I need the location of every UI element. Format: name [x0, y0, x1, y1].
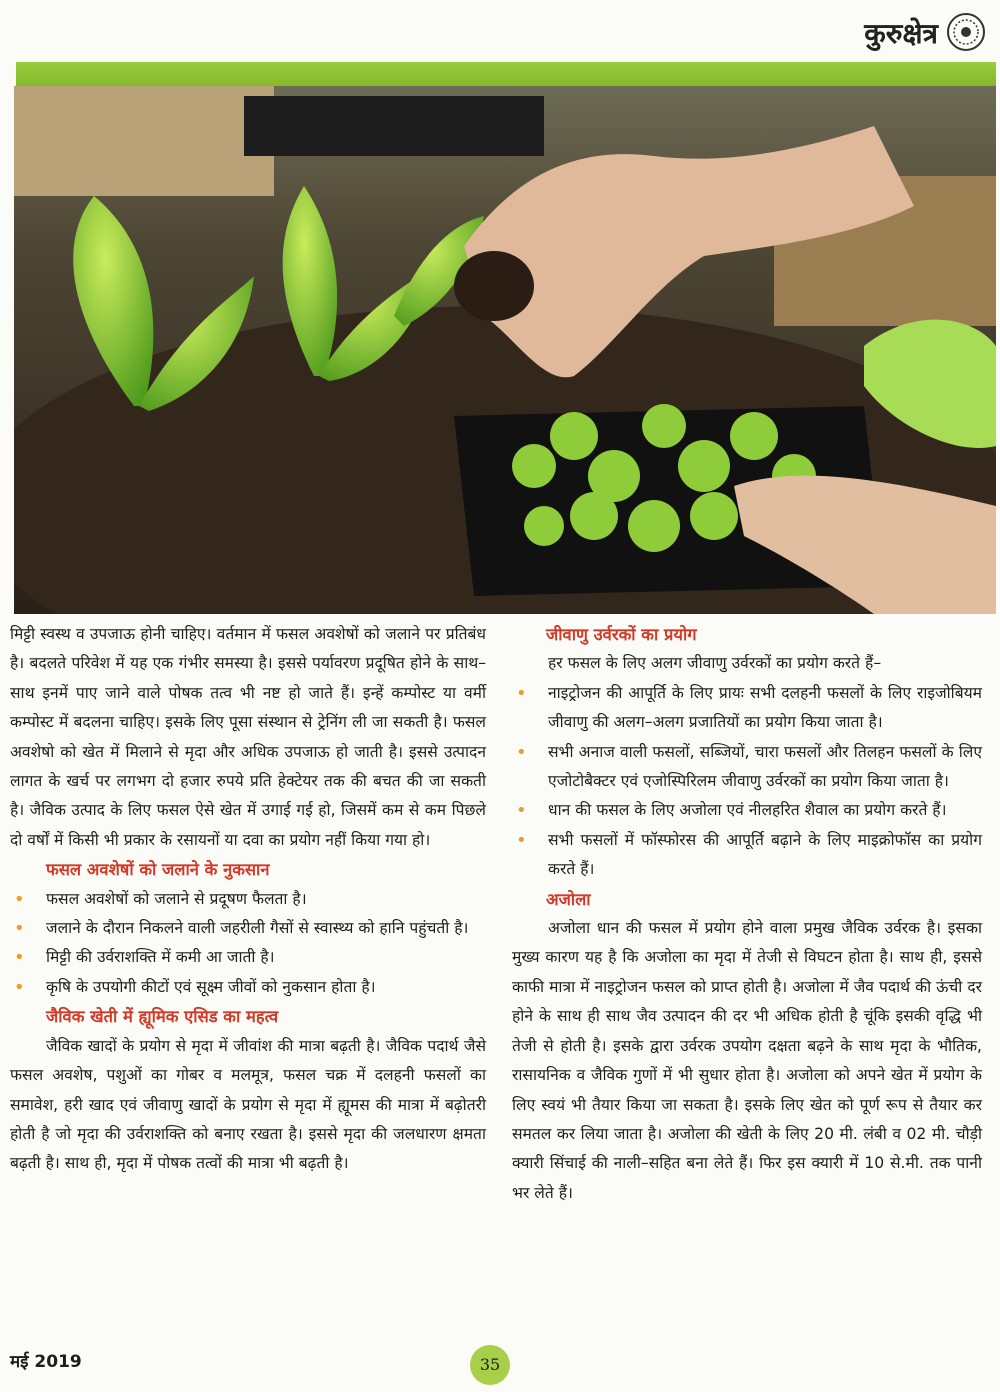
- list-item: • नाइट्रोजन की आपूर्ति के लिए प्रायः सभी दलहनी फसलों के लिए राइजोबियम जीवाणु की अलग–अलग प्रजातियों का प्रयोग किया जाता है।: [512, 679, 982, 738]
- header-accent-bar: [16, 62, 996, 86]
- magazine-masthead: कुरुक्षेत्र: [864, 17, 938, 50]
- bullet-icon: •: [516, 682, 527, 704]
- issue-date: मई 2019: [10, 1352, 82, 1372]
- bullet-icon: •: [14, 888, 25, 910]
- bullet-icon: •: [516, 829, 527, 851]
- list-item: • सभी अनाज वाली फसलों, सब्जियों, चारा फसलों और तिलहन फसलों के लिए एजोटोबैक्टर एवं एजोस्पिरिलम जीवाणु उर्वरकों का प्रयोग किया जाता है।: [512, 738, 982, 797]
- list-item: • मिट्टी की उर्वराशक्ति में कमी आ जाती है।: [10, 943, 486, 972]
- emblem-icon: [946, 12, 986, 52]
- biofertilizer-intro: हर फसल के लिए अलग जीवाणु उर्वरकों का प्रयोग करते हैं–: [548, 654, 882, 673]
- seedling-illustration: [14, 86, 996, 614]
- residue-burning-list: [10, 885, 486, 1003]
- bullet-icon: •: [14, 918, 25, 940]
- page-number: 35: [470, 1345, 510, 1385]
- bullet-icon: •: [14, 976, 25, 998]
- hero-photo: [14, 86, 996, 614]
- biofertilizer-list: [512, 679, 982, 885]
- list-item: • धान की फसल के लिए अजोला एवं नीलहरित शैवाल का प्रयोग करते हैं।: [512, 796, 982, 825]
- right-column: [512, 620, 982, 1208]
- list-item: • जलाने के दौरान निकलने वाली जहरीली गैसों से स्वास्थ्य को हानि पहुंचती है।: [10, 914, 486, 943]
- list-item: • फसल अवशेषों को जलाने से प्रदूषण फैलता है।: [10, 885, 486, 914]
- section-heading-humic-acid: जैविक खेती में ह्यूमिक एसिड का महत्व: [46, 1007, 279, 1027]
- bullet-icon: •: [14, 947, 25, 969]
- bullet-icon: •: [516, 800, 527, 822]
- page-header: [0, 0, 1000, 90]
- left-column: [10, 620, 486, 1179]
- section-heading-residue-burning: फसल अवशेषों को जलाने के नुकसान: [46, 860, 270, 880]
- list-item: • कृषि के उपयोगी कीटों एवं सूक्ष्म जीवों को नुकसान होता है।: [10, 973, 486, 1002]
- section-heading-azolla: अजोला: [546, 889, 591, 909]
- intro-paragraph: मिट्टी स्वस्थ व उपजाऊ होनी चाहिए। वर्तमान में फसल अवशेषों को जलाने पर प्रतिबंध है। बदलते परिवेश में यह एक गंभीर समस्या है। इससे पर्यावरण प्रदूषित होने के साथ–साथ इनमें पाए जाने वाले पोषक तत्व भी नष्ट हो जाते हैं। इन्हें कम्पोस्ट या वर्मी कम्पोस्ट में बदलना चाहिए। इसके लिए पूसा संस्थान से ट्रेनिंग ली जा सकती है। फसल अवशेषो को खेत में मिलाने से मृदा और अधिक उपजाऊ हो जाती है। इससे उत्पादन लागत के खर्च पर लगभग दो हजार रुपये प्रति हेक्टेयर तक की बचत की जा सकती है। जैविक उत्पाद के लिए फसल ऐसे खेत में उगाई गई हो, जिसमें कम से कम पिछले दो वर्षों में किसी भी प्रकार के रसायनों या दवा का प्रयोग नहीं किया गया हो।: [10, 625, 486, 849]
- section-heading-biofertilizers: जीवाणु उर्वरकों का प्रयोग: [546, 625, 697, 644]
- humic-acid-paragraph: जैविक खादों के प्रयोग से मृदा में जीवांश की मात्रा बढ़ती है। जैविक पदार्थ जैसे फसल अवशेष, पशुओं का गोबर व मलमूत्र, फसल चक्र में दलहनी फसलों का समावेश, हरी खाद एवं जीवाणु खादों के प्रयोग से मृदा में ह्यूमस की मात्रा में बढ़ोतरी होती है जो मृदा की उर्वराशक्ति को बनाए रखता है। इससे मृदा की जलधारण क्षमता बढ़ती है। साथ ही, मृदा में पोषक तत्वों की मात्रा भी बढ़ती है।: [10, 1036, 486, 1173]
- azolla-paragraph: अजोला धान की फसल में प्रयोग होने वाला प्रमुख जैविक उर्वरक है। इसका मुख्य कारण यह है कि अजोला का मृदा में तेजी से विघटन होता है। साथ ही, इससे काफी मात्रा में नाइट्रोजन फसल को प्राप्त होती है। अजोला में जैव पदार्थ की ऊंची दर होने के साथ ही साथ जैव उत्पादन की दर भी अधिक होती है चूंकि इसकी वृद्धि भी तेजी से होती है। इसके द्वारा उर्वरक उपयोग दक्षता बढ़ने के साथ मृदा के भौतिक, रासायनिक व जैविक गुणों में भी सुधार होता है। अजोला को अपने खेत में प्रयोग के लिए स्वयं भी तैयार किया जा सकता है। इसके लिए खेत को पूर्ण रूप से तैयार कर समतल कर लिया जाता है। अजोला की खेती के लिए 20 मी. लंबी व 02 मी. चौड़ी क्यारी सिंचाई की नाली–सहित बना लेते हैं। फिर इस क्यारी में 10 से.मी. तक पानी भर लेते हैं।: [512, 919, 982, 1202]
- list-item: • सभी फसलों में फॉस्फोरस की आपूर्ति बढ़ाने के लिए माइक्रोफॉस का प्रयोग करते हैं।: [512, 826, 982, 885]
- bullet-icon: •: [516, 741, 527, 763]
